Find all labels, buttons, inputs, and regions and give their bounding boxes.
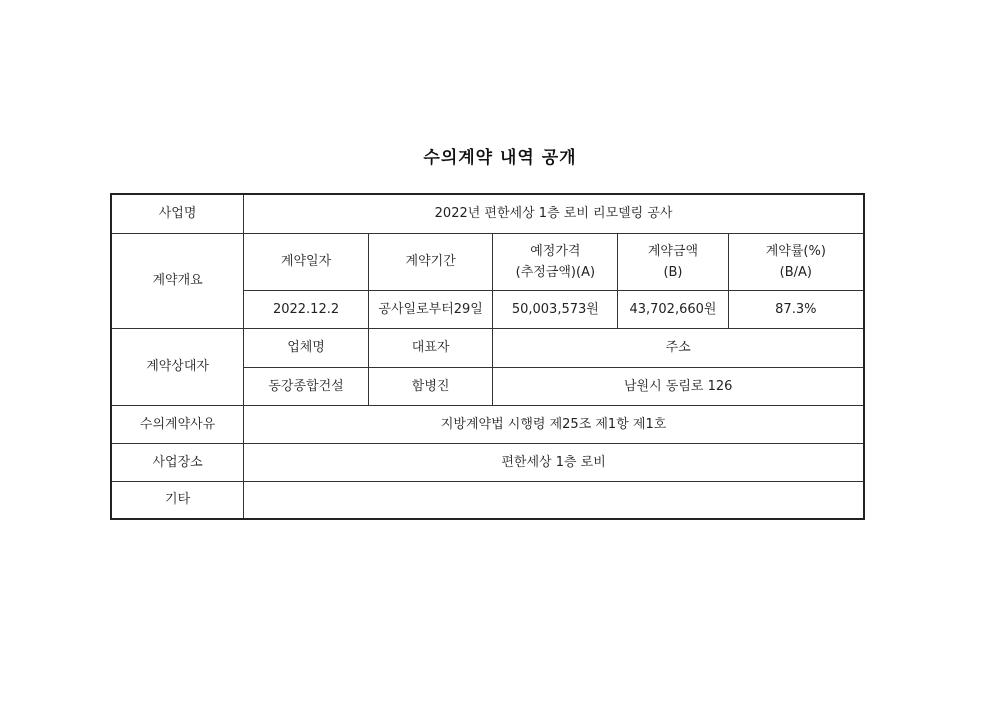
place-label: 사업장소 — [111, 444, 244, 482]
reason-value: 지방계약법 시행령 제25조 제1항 제1호 — [244, 406, 864, 444]
address-header: 주소 — [493, 329, 864, 368]
contract-amount-value: 43,702,660원 — [618, 291, 728, 329]
contract-period-value: 공사일로부터29일 — [368, 291, 492, 329]
contract-period-header: 계약기간 — [368, 234, 492, 291]
contract-rate-header-line2: (B/A) — [779, 265, 812, 280]
counterparty-header-row — [111, 329, 864, 368]
contract-date-value: 2022.12.2 — [244, 291, 369, 329]
contract-amount-header-line2: (B) — [663, 265, 683, 280]
reason-row — [111, 406, 864, 444]
estimated-price-header-line2: (추정금액)(A) — [515, 265, 596, 280]
estimated-price-value: 50,003,573원 — [493, 291, 618, 329]
overview-label: 계약개요 — [111, 234, 244, 329]
contract-date-header: 계약일자 — [244, 234, 369, 291]
business-name-label: 사업명 — [111, 194, 244, 234]
estimated-price-header-line1: 예정가격 — [530, 243, 581, 259]
etc-value — [244, 482, 864, 520]
representative-value: 함병진 — [368, 368, 492, 406]
representative-header: 대표자 — [368, 329, 492, 368]
contract-amount-header — [618, 234, 728, 291]
business-name-value: 2022년 편한세상 1층 로비 리모델링 공사 — [244, 194, 864, 234]
counterparty-label: 계약상대자 — [111, 329, 244, 406]
place-value: 편한세상 1층 로비 — [244, 444, 864, 482]
etc-row — [111, 482, 864, 520]
contract-rate-header — [728, 234, 864, 291]
place-row — [111, 444, 864, 482]
business-name-row — [111, 194, 864, 234]
overview-header-row — [111, 234, 864, 291]
contract-rate-value: 87.3% — [728, 291, 864, 329]
contract-rate-header-line1: 계약률(%) — [765, 243, 826, 259]
contract-amount-header-line1: 계약금액 — [647, 243, 699, 259]
address-value: 남원시 동림로 126 — [493, 368, 864, 406]
etc-label: 기타 — [111, 482, 244, 520]
estimated-price-header — [493, 234, 618, 291]
contract-disclosure-table — [110, 193, 865, 520]
page-title: 수의계약 내역 공개 — [423, 148, 577, 168]
reason-label: 수의계약사유 — [111, 406, 244, 444]
company-value: 동강종합건설 — [244, 368, 369, 406]
company-header: 업체명 — [244, 329, 369, 368]
